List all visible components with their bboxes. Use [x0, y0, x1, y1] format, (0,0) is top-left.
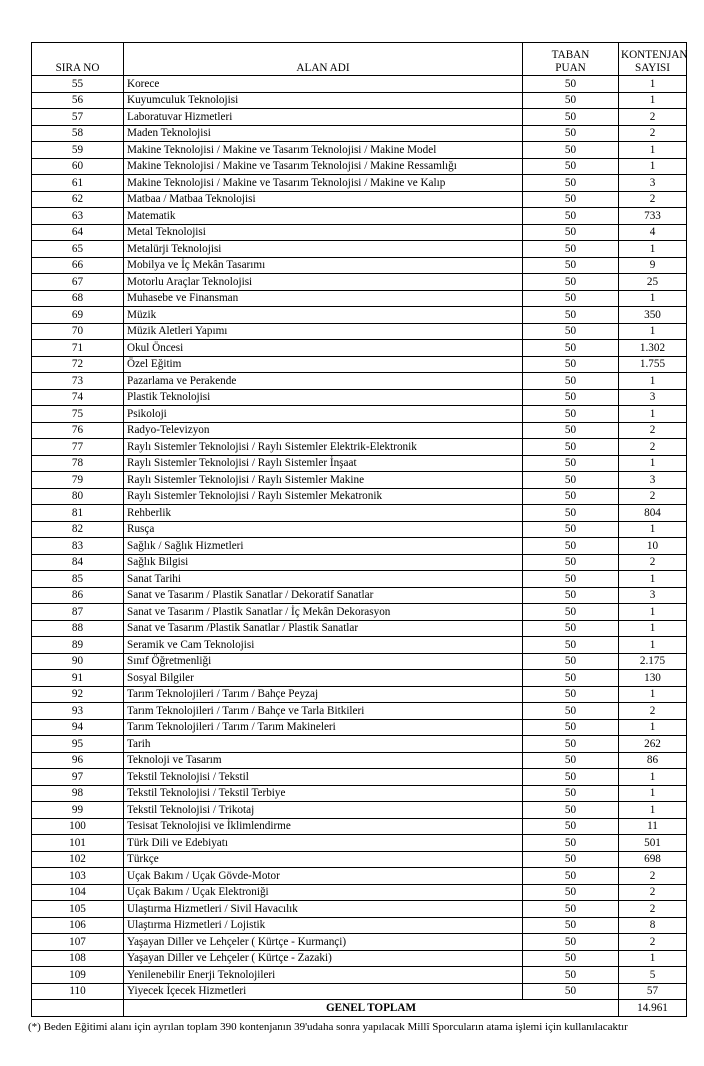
cell-taban-puan: 50	[523, 109, 619, 126]
table-row	[32, 851, 687, 868]
cell-kontenjan: 1	[619, 142, 687, 159]
table-row	[32, 620, 687, 637]
cell-alan-adi: Laboratuvar Hizmetleri	[124, 109, 523, 126]
table-row	[32, 455, 687, 472]
cell-alan-adi: Tarım Teknolojileri / Tarım / Bahçe Peyzaj	[124, 686, 523, 703]
table-row	[32, 637, 687, 654]
cell-kontenjan: 1	[619, 785, 687, 802]
cell-kontenjan: 5	[619, 967, 687, 984]
table-row	[32, 323, 687, 340]
cell-kontenjan: 1	[619, 323, 687, 340]
cell-sira-no: 100	[32, 818, 124, 835]
table-row	[32, 785, 687, 802]
cell-taban-puan: 50	[523, 208, 619, 225]
cell-taban-puan: 50	[523, 736, 619, 753]
header-kontenjan-line1: KONTENJAN	[621, 49, 688, 61]
cell-taban-puan: 50	[523, 191, 619, 208]
cell-kontenjan: 1	[619, 637, 687, 654]
cell-taban-puan: 50	[523, 686, 619, 703]
cell-sira-no: 72	[32, 356, 124, 373]
cell-taban-puan: 50	[523, 818, 619, 835]
cell-sira-no: 88	[32, 620, 124, 637]
cell-taban-puan: 50	[523, 950, 619, 967]
cell-sira-no: 86	[32, 587, 124, 604]
cell-taban-puan: 50	[523, 323, 619, 340]
cell-alan-adi: Kuyumculuk Teknolojisi	[124, 92, 523, 109]
table-row	[32, 934, 687, 951]
header-sira-no: SIRA NO	[32, 43, 124, 76]
cell-kontenjan: 1	[619, 686, 687, 703]
cell-sira-no: 68	[32, 290, 124, 307]
cell-kontenjan: 11	[619, 818, 687, 835]
cell-alan-adi: Türk Dili ve Edebiyatı	[124, 835, 523, 852]
cell-alan-adi: Tekstil Teknolojisi / Tekstil Terbiye	[124, 785, 523, 802]
cell-sira-no: 84	[32, 554, 124, 571]
cell-taban-puan: 50	[523, 241, 619, 258]
table-row	[32, 505, 687, 522]
cell-sira-no: 66	[32, 257, 124, 274]
cell-taban-puan: 50	[523, 488, 619, 505]
cell-alan-adi: Raylı Sistemler Teknolojisi / Raylı Sistemler İnşaat	[124, 455, 523, 472]
cell-taban-puan: 50	[523, 76, 619, 93]
cell-taban-puan: 50	[523, 901, 619, 918]
cell-taban-puan: 50	[523, 769, 619, 786]
cell-kontenjan: 1	[619, 571, 687, 588]
header-alan-adi: ALAN ADI	[124, 43, 523, 76]
cell-alan-adi: Sınıf Öğretmenliği	[124, 653, 523, 670]
cell-alan-adi: Sosyal Bilgiler	[124, 670, 523, 687]
cell-sira-no: 62	[32, 191, 124, 208]
cell-alan-adi: Pazarlama ve Perakende	[124, 373, 523, 390]
cell-taban-puan: 50	[523, 257, 619, 274]
header-taban-puan-line1: TABAN	[551, 49, 590, 61]
cell-sira-no: 76	[32, 422, 124, 439]
cell-alan-adi: Rusça	[124, 521, 523, 538]
table-row	[32, 653, 687, 670]
table-row	[32, 917, 687, 934]
cell-taban-puan: 50	[523, 389, 619, 406]
cell-sira-no: 78	[32, 455, 124, 472]
cell-sira-no: 70	[32, 323, 124, 340]
cell-sira-no: 91	[32, 670, 124, 687]
table-row	[32, 257, 687, 274]
cell-alan-adi: Raylı Sistemler Teknolojisi / Raylı Sistemler Elektrik-Elektronik	[124, 439, 523, 456]
cell-taban-puan: 50	[523, 538, 619, 555]
cell-kontenjan: 3	[619, 175, 687, 192]
cell-sira-no: 94	[32, 719, 124, 736]
total-value: 14.961	[619, 1000, 687, 1017]
cell-alan-adi: Okul Öncesi	[124, 340, 523, 357]
table-row	[32, 290, 687, 307]
cell-kontenjan: 2	[619, 439, 687, 456]
table-row	[32, 191, 687, 208]
cell-taban-puan: 50	[523, 158, 619, 175]
cell-sira-no: 106	[32, 917, 124, 934]
cell-kontenjan: 1	[619, 373, 687, 390]
cell-alan-adi: Sanat ve Tasarım / Plastik Sanatlar / Dekoratif Sanatlar	[124, 587, 523, 604]
cell-taban-puan: 50	[523, 719, 619, 736]
cell-kontenjan: 1	[619, 241, 687, 258]
cell-sira-no: 103	[32, 868, 124, 885]
table-row	[32, 670, 687, 687]
table-row	[32, 158, 687, 175]
cell-taban-puan: 50	[523, 670, 619, 687]
cell-kontenjan: 350	[619, 307, 687, 324]
cell-alan-adi: Psikoloji	[124, 406, 523, 423]
table-header-row	[32, 43, 687, 76]
cell-taban-puan: 50	[523, 142, 619, 159]
cell-taban-puan: 50	[523, 274, 619, 291]
cell-taban-puan: 50	[523, 785, 619, 802]
table-row	[32, 818, 687, 835]
cell-alan-adi: Müzik	[124, 307, 523, 324]
table-row	[32, 422, 687, 439]
cell-alan-adi: Makine Teknolojisi / Makine ve Tasarım Teknolojisi / Makine ve Kalıp	[124, 175, 523, 192]
cell-alan-adi: Muhasebe ve Finansman	[124, 290, 523, 307]
cell-sira-no: 79	[32, 472, 124, 489]
cell-kontenjan: 2	[619, 109, 687, 126]
cell-alan-adi: Sağlık Bilgisi	[124, 554, 523, 571]
cell-kontenjan: 2	[619, 488, 687, 505]
cell-kontenjan: 1	[619, 719, 687, 736]
cell-sira-no: 99	[32, 802, 124, 819]
cell-sira-no: 65	[32, 241, 124, 258]
cell-kontenjan: 2	[619, 125, 687, 142]
cell-kontenjan: 3	[619, 587, 687, 604]
cell-taban-puan: 50	[523, 835, 619, 852]
cell-sira-no: 81	[32, 505, 124, 522]
cell-kontenjan: 1	[619, 802, 687, 819]
cell-alan-adi: Metalürji Teknolojisi	[124, 241, 523, 258]
cell-alan-adi: Rehberlik	[124, 505, 523, 522]
cell-kontenjan: 2	[619, 934, 687, 951]
table-row	[32, 521, 687, 538]
cell-sira-no: 96	[32, 752, 124, 769]
cell-kontenjan: 2	[619, 422, 687, 439]
cell-sira-no: 80	[32, 488, 124, 505]
cell-taban-puan: 50	[523, 917, 619, 934]
cell-sira-no: 74	[32, 389, 124, 406]
cell-alan-adi: Tarih	[124, 736, 523, 753]
cell-kontenjan: 3	[619, 389, 687, 406]
cell-kontenjan: 1.302	[619, 340, 687, 357]
table-row	[32, 901, 687, 918]
cell-alan-adi: Teknoloji ve Tasarım	[124, 752, 523, 769]
cell-taban-puan: 50	[523, 439, 619, 456]
cell-alan-adi: Ulaştırma Hizmetleri / Lojistik	[124, 917, 523, 934]
cell-kontenjan: 2	[619, 191, 687, 208]
cell-alan-adi: Tekstil Teknolojisi / Trikotaj	[124, 802, 523, 819]
table-row	[32, 884, 687, 901]
cell-taban-puan: 50	[523, 521, 619, 538]
cell-sira-no: 104	[32, 884, 124, 901]
cell-kontenjan: 1	[619, 290, 687, 307]
quota-table	[31, 42, 687, 1017]
table-row	[32, 802, 687, 819]
cell-alan-adi: Tesisat Teknolojisi ve İklimlendirme	[124, 818, 523, 835]
cell-alan-adi: Sanat Tarihi	[124, 571, 523, 588]
table-row	[32, 208, 687, 225]
cell-alan-adi: Raylı Sistemler Teknolojisi / Raylı Sistemler Makine	[124, 472, 523, 489]
table-row	[32, 439, 687, 456]
cell-taban-puan: 50	[523, 472, 619, 489]
cell-taban-puan: 50	[523, 505, 619, 522]
cell-kontenjan: 2	[619, 901, 687, 918]
cell-sira-no: 95	[32, 736, 124, 753]
cell-alan-adi: Matbaa / Matbaa Teknolojisi	[124, 191, 523, 208]
cell-kontenjan: 3	[619, 472, 687, 489]
cell-alan-adi: Motorlu Araçlar Teknolojisi	[124, 274, 523, 291]
table-row	[32, 587, 687, 604]
cell-sira-no: 73	[32, 373, 124, 390]
cell-taban-puan: 50	[523, 125, 619, 142]
cell-kontenjan: 1	[619, 620, 687, 637]
cell-taban-puan: 50	[523, 290, 619, 307]
cell-sira-no: 87	[32, 604, 124, 621]
cell-alan-adi: Seramik ve Cam Teknolojisi	[124, 637, 523, 654]
cell-taban-puan: 50	[523, 884, 619, 901]
cell-kontenjan: 57	[619, 983, 687, 1000]
cell-sira-no: 75	[32, 406, 124, 423]
cell-kontenjan: 25	[619, 274, 687, 291]
cell-alan-adi: Yaşayan Diller ve Lehçeler ( Kürtçe - Kurmançi)	[124, 934, 523, 951]
total-label: GENEL TOPLAM	[124, 1000, 619, 1017]
table-row	[32, 604, 687, 621]
cell-alan-adi: Yiyecek İçecek Hizmetleri	[124, 983, 523, 1000]
cell-alan-adi: Plastik Teknolojisi	[124, 389, 523, 406]
cell-sira-no: 83	[32, 538, 124, 555]
table-row	[32, 373, 687, 390]
cell-alan-adi: Yaşayan Diller ve Lehçeler ( Kürtçe - Zazaki)	[124, 950, 523, 967]
cell-kontenjan: 698	[619, 851, 687, 868]
cell-alan-adi: Müzik Aletleri Yapımı	[124, 323, 523, 340]
cell-taban-puan: 50	[523, 653, 619, 670]
cell-alan-adi: Makine Teknolojisi / Makine ve Tasarım Teknolojisi / Makine Model	[124, 142, 523, 159]
cell-alan-adi: Tarım Teknolojileri / Tarım / Tarım Makineleri	[124, 719, 523, 736]
header-kontenjan-line2: SAYISI	[634, 62, 671, 74]
cell-taban-puan: 50	[523, 406, 619, 423]
cell-alan-adi: Metal Teknolojisi	[124, 224, 523, 241]
cell-kontenjan: 1.755	[619, 356, 687, 373]
table-row	[32, 488, 687, 505]
cell-kontenjan: 262	[619, 736, 687, 753]
cell-sira-no: 101	[32, 835, 124, 852]
cell-kontenjan: 2	[619, 703, 687, 720]
cell-taban-puan: 50	[523, 571, 619, 588]
cell-taban-puan: 50	[523, 604, 619, 621]
cell-sira-no: 77	[32, 439, 124, 456]
cell-alan-adi: Sanat ve Tasarım / Plastik Sanatlar / İç Mekân Dekorasyon	[124, 604, 523, 621]
cell-kontenjan: 1	[619, 950, 687, 967]
cell-sira-no: 56	[32, 92, 124, 109]
table-row	[32, 406, 687, 423]
cell-sira-no: 59	[32, 142, 124, 159]
cell-kontenjan: 130	[619, 670, 687, 687]
cell-taban-puan: 50	[523, 851, 619, 868]
cell-taban-puan: 50	[523, 587, 619, 604]
cell-taban-puan: 50	[523, 868, 619, 885]
table-row	[32, 340, 687, 357]
cell-alan-adi: Mobilya ve İç Mekân Tasarımı	[124, 257, 523, 274]
table-row	[32, 175, 687, 192]
cell-sira-no: 105	[32, 901, 124, 918]
cell-sira-no: 109	[32, 967, 124, 984]
cell-kontenjan: 1	[619, 521, 687, 538]
cell-alan-adi: Raylı Sistemler Teknolojisi / Raylı Sistemler Mekatronik	[124, 488, 523, 505]
table-row	[32, 389, 687, 406]
cell-sira-no: 90	[32, 653, 124, 670]
cell-taban-puan: 50	[523, 175, 619, 192]
cell-alan-adi: Sağlık / Sağlık Hizmetleri	[124, 538, 523, 555]
table-row	[32, 109, 687, 126]
table-row	[32, 571, 687, 588]
cell-alan-adi: Türkçe	[124, 851, 523, 868]
cell-sira-no: 82	[32, 521, 124, 538]
cell-kontenjan: 1	[619, 455, 687, 472]
table-row	[32, 538, 687, 555]
table-row	[32, 736, 687, 753]
cell-alan-adi: Tekstil Teknolojisi / Tekstil	[124, 769, 523, 786]
table-row	[32, 769, 687, 786]
cell-taban-puan: 50	[523, 373, 619, 390]
table-row	[32, 307, 687, 324]
cell-sira-no: 60	[32, 158, 124, 175]
cell-sira-no: 63	[32, 208, 124, 225]
cell-kontenjan: 1	[619, 158, 687, 175]
table-row	[32, 125, 687, 142]
cell-sira-no: 69	[32, 307, 124, 324]
table-row	[32, 835, 687, 852]
cell-kontenjan: 2	[619, 554, 687, 571]
cell-kontenjan: 4	[619, 224, 687, 241]
cell-taban-puan: 50	[523, 340, 619, 357]
cell-kontenjan: 1	[619, 604, 687, 621]
cell-kontenjan: 1	[619, 76, 687, 93]
cell-taban-puan: 50	[523, 802, 619, 819]
cell-alan-adi: Sanat ve Tasarım /Plastik Sanatlar / Plastik Sanatlar	[124, 620, 523, 637]
table-body	[32, 76, 687, 1000]
footnote: (*) Beden Eğitimi alanı için ayrılan toplam 390 kontenjanın 39'udaha sonra yapılacak Millî Sporcuların atama işlemi için kullanılacaktır	[28, 1021, 628, 1033]
table-row	[32, 472, 687, 489]
table-row	[32, 241, 687, 258]
cell-sira-no: 93	[32, 703, 124, 720]
cell-taban-puan: 50	[523, 92, 619, 109]
table-row	[32, 967, 687, 984]
cell-kontenjan: 1	[619, 92, 687, 109]
cell-alan-adi: Uçak Bakım / Uçak Elektroniği	[124, 884, 523, 901]
cell-kontenjan: 733	[619, 208, 687, 225]
cell-sira-no: 57	[32, 109, 124, 126]
cell-kontenjan: 86	[619, 752, 687, 769]
cell-taban-puan: 50	[523, 637, 619, 654]
header-kontenjan	[619, 43, 687, 76]
cell-taban-puan: 50	[523, 224, 619, 241]
total-spacer	[32, 1000, 124, 1017]
cell-alan-adi: Yenilenebilir Enerji Teknolojileri	[124, 967, 523, 984]
cell-kontenjan: 10	[619, 538, 687, 555]
cell-sira-no: 55	[32, 76, 124, 93]
cell-kontenjan: 8	[619, 917, 687, 934]
cell-sira-no: 108	[32, 950, 124, 967]
cell-taban-puan: 50	[523, 356, 619, 373]
cell-kontenjan: 2	[619, 868, 687, 885]
table-row	[32, 356, 687, 373]
cell-kontenjan: 501	[619, 835, 687, 852]
cell-taban-puan: 50	[523, 455, 619, 472]
table-row	[32, 983, 687, 1000]
table-row	[32, 719, 687, 736]
cell-alan-adi: Maden Teknolojisi	[124, 125, 523, 142]
cell-alan-adi: Özel Eğitim	[124, 356, 523, 373]
cell-sira-no: 67	[32, 274, 124, 291]
table-row	[32, 224, 687, 241]
cell-kontenjan: 1	[619, 769, 687, 786]
cell-sira-no: 61	[32, 175, 124, 192]
cell-kontenjan: 2	[619, 884, 687, 901]
cell-kontenjan: 9	[619, 257, 687, 274]
cell-sira-no: 98	[32, 785, 124, 802]
table-row	[32, 950, 687, 967]
cell-sira-no: 58	[32, 125, 124, 142]
cell-kontenjan: 1	[619, 406, 687, 423]
table-row	[32, 868, 687, 885]
table-row	[32, 686, 687, 703]
cell-alan-adi: Matematik	[124, 208, 523, 225]
cell-taban-puan: 50	[523, 934, 619, 951]
cell-taban-puan: 50	[523, 983, 619, 1000]
header-taban-puan-line2: PUAN	[555, 62, 586, 74]
total-row	[32, 1000, 687, 1017]
cell-alan-adi: Radyo-Televizyon	[124, 422, 523, 439]
table-row	[32, 554, 687, 571]
cell-sira-no: 110	[32, 983, 124, 1000]
table-row	[32, 142, 687, 159]
cell-alan-adi: Tarım Teknolojileri / Tarım / Bahçe ve Tarla Bitkileri	[124, 703, 523, 720]
cell-sira-no: 97	[32, 769, 124, 786]
cell-kontenjan: 804	[619, 505, 687, 522]
cell-kontenjan: 2.175	[619, 653, 687, 670]
cell-taban-puan: 50	[523, 554, 619, 571]
cell-taban-puan: 50	[523, 752, 619, 769]
cell-taban-puan: 50	[523, 307, 619, 324]
table-row	[32, 752, 687, 769]
cell-sira-no: 64	[32, 224, 124, 241]
table-row	[32, 76, 687, 93]
cell-taban-puan: 50	[523, 620, 619, 637]
cell-alan-adi: Ulaştırma Hizmetleri / Sivil Havacılık	[124, 901, 523, 918]
cell-alan-adi: Korece	[124, 76, 523, 93]
table-row	[32, 703, 687, 720]
cell-sira-no: 107	[32, 934, 124, 951]
header-taban-puan	[523, 43, 619, 76]
cell-sira-no: 92	[32, 686, 124, 703]
cell-sira-no: 85	[32, 571, 124, 588]
cell-taban-puan: 50	[523, 967, 619, 984]
cell-alan-adi: Makine Teknolojisi / Makine ve Tasarım Teknolojisi / Makine Ressamlığı	[124, 158, 523, 175]
table-row	[32, 92, 687, 109]
cell-sira-no: 71	[32, 340, 124, 357]
cell-sira-no: 102	[32, 851, 124, 868]
cell-alan-adi: Uçak Bakım / Uçak Gövde-Motor	[124, 868, 523, 885]
table-row	[32, 274, 687, 291]
cell-taban-puan: 50	[523, 703, 619, 720]
cell-sira-no: 89	[32, 637, 124, 654]
cell-taban-puan: 50	[523, 422, 619, 439]
